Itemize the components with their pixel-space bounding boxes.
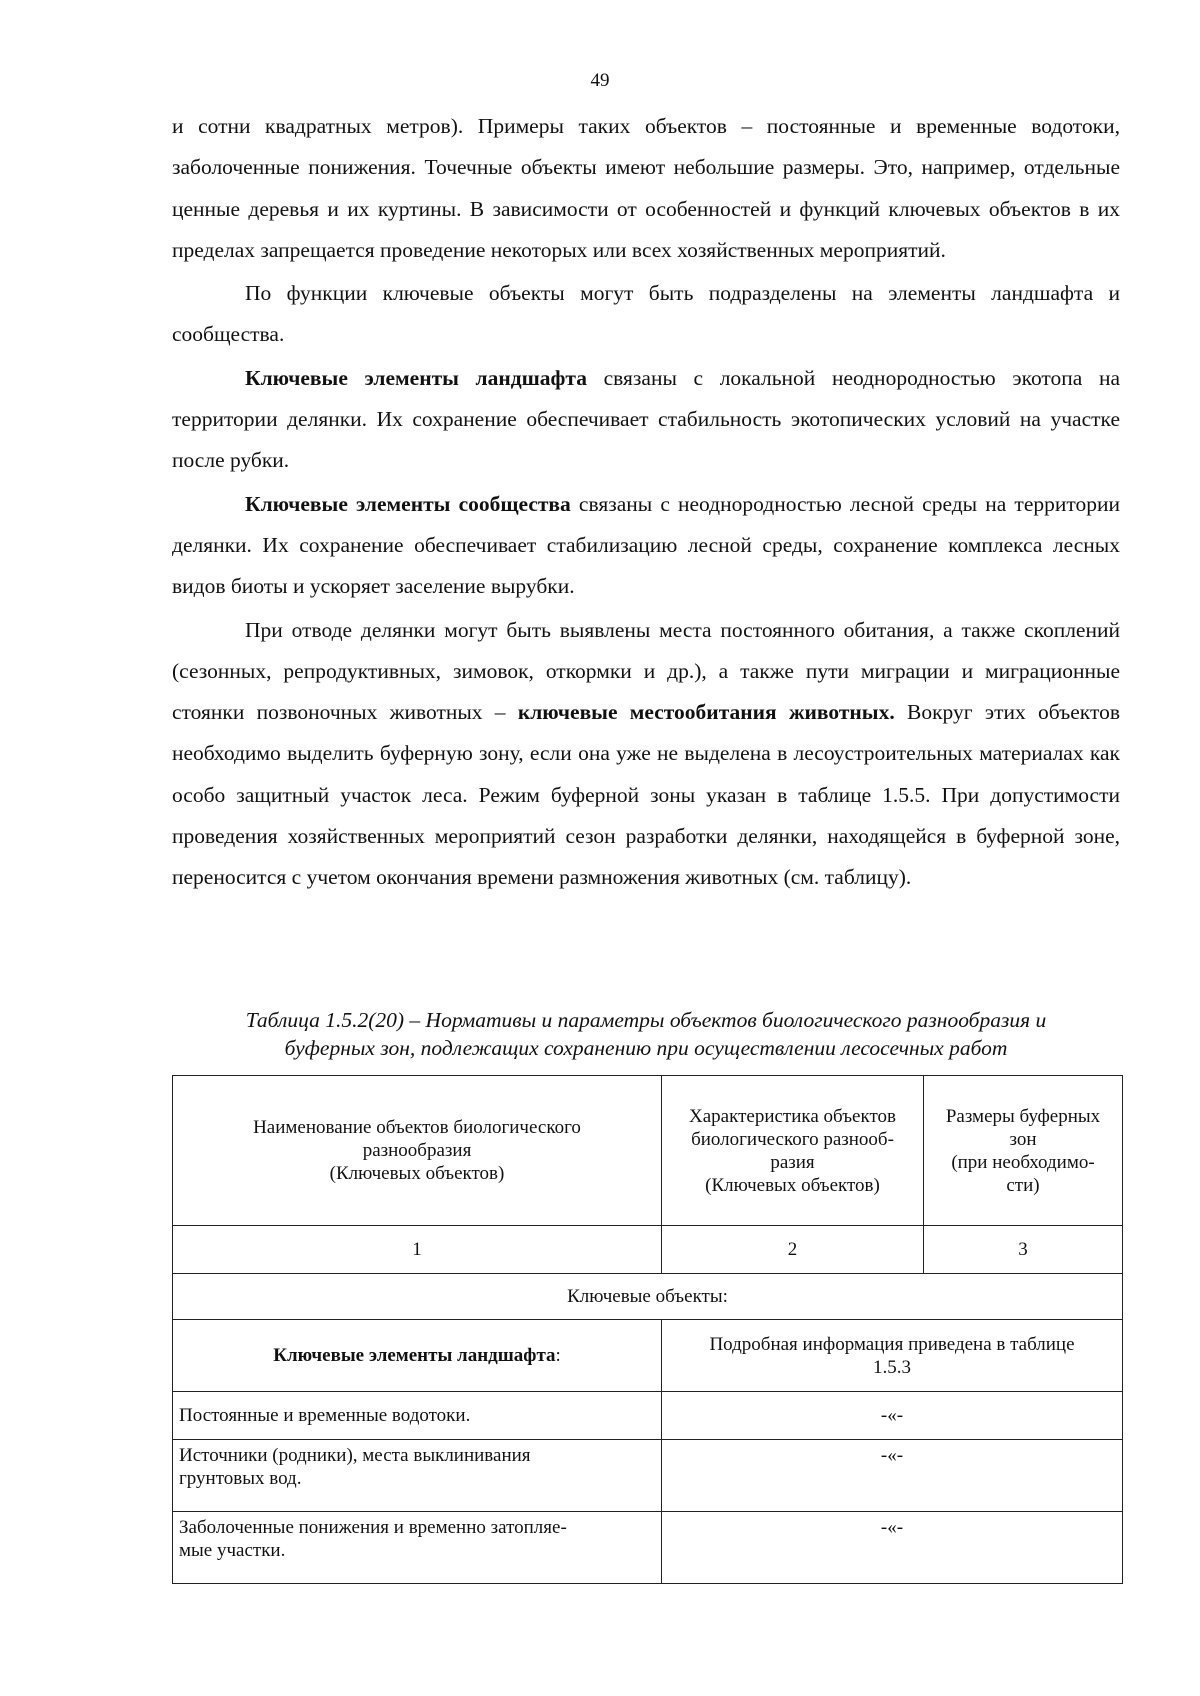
header-col-3: Размеры буферных зон (при необходимо- сти) [924, 1076, 1123, 1226]
row-value: -«- [662, 1512, 1123, 1584]
table-row [173, 1512, 1123, 1584]
paragraph-4-text: связаны с неоднородностью лесной среды на территории делянки. Их сохранение обеспечивает стабилизацию лесной среды, сохранение комплекса лесных видов биоты и ускоряет заселение вырубки. [172, 491, 1120, 599]
term-community-elements: Ключевые элементы сообщества [245, 491, 571, 516]
header-col-2: Характеристика объектов биологического разнооб- разия (Ключевых объектов) [662, 1076, 924, 1226]
table-caption-line-1: Таблица 1.5.2(20) – Нормативы и параметры объектов биологического разнообразия и [245, 1008, 1047, 1032]
table-subsection-row [173, 1320, 1123, 1392]
term-landscape-elements: Ключевые элементы ландшафта [245, 365, 587, 390]
norms-table [172, 1075, 1123, 1584]
section-key-objects: Ключевые объекты: [173, 1274, 1123, 1320]
column-number-2: 2 [662, 1226, 924, 1274]
column-number-3: 3 [924, 1226, 1123, 1274]
column-number-1: 1 [173, 1226, 662, 1274]
paragraph-5 [172, 610, 1120, 899]
page-number: 49 [590, 70, 610, 91]
row-value: -«- [662, 1440, 1123, 1512]
row-name: Заболоченные понижения и временно затопляе- мые участки. [173, 1512, 662, 1584]
paragraph-5-text: Вокруг этих объектов необходимо выделить буферную зону, если она уже не выделена в лесоустроительных материалах как особо защитный участок леса. Режим буферной зоны указан в таблице 1.5.5. При допустимости проведения хозяйственных мероприятий сезон разработки делянки, находящейся в буферной зоне, переносится с учетом окончания времени размножения животных (см. таблицу). [172, 700, 1120, 890]
table-caption [172, 1006, 1120, 1062]
table-number-row [173, 1226, 1123, 1274]
term-animal-habitats: ключевые местообитания животных. [517, 700, 895, 725]
table-row [173, 1392, 1123, 1440]
paragraph-3-text: связаны с локальной неоднородностью экотопа на территории делянки. Их сохранение обеспечивает стабильность экотопических условий на участке после рубки. [172, 365, 1120, 473]
row-name: Источники (родники), места выклинивания грунтовых вод. [173, 1440, 662, 1512]
header-col-1: Наименование объектов биологического разнообразия (Ключевых объектов) [173, 1076, 662, 1226]
table-row [173, 1440, 1123, 1512]
table-section-row [173, 1274, 1123, 1320]
body-text [172, 106, 1120, 899]
paragraph-4 [172, 484, 1120, 608]
row-name: Постоянные и временные водотоки. [173, 1392, 662, 1440]
paragraph-5-start: При отводе делянки могут быть выявлены места постоянного обитания, а также скоплений (сезонных, репродуктивных, зимовок, откормки и др.), а также пути миграции и миграционные стоянки позвоночных животных – [172, 617, 1120, 725]
table-caption-line-2: буферных зон, подлежащих сохранению при осуществлении лесосечных работ [284, 1036, 1008, 1060]
subsection-info: Подробная информация приведена в таблице 1.5.3 [662, 1320, 1123, 1392]
paragraph-1: и сотни квадратных метров). Примеры таких объектов – постоянные и временные водотоки, заболоченные понижения. Точечные объекты имеют небольшие размеры. Это, например, отдельные ценные деревья и их куртины. В зависимости от особенностей и функций ключевых объектов в их пределах запрещается проведение некоторых или всех хозяйственных мероприятий. [172, 114, 1120, 262]
row-value: -«- [662, 1392, 1123, 1440]
subsection-landscape-label: Ключевые элементы ландшафта: [173, 1320, 662, 1392]
paragraph-2: По функции ключевые объекты могут быть подразделены на элементы ландшафта и сообщества. [172, 281, 1120, 347]
table-header-row [173, 1076, 1123, 1226]
paragraph-3 [172, 358, 1120, 482]
